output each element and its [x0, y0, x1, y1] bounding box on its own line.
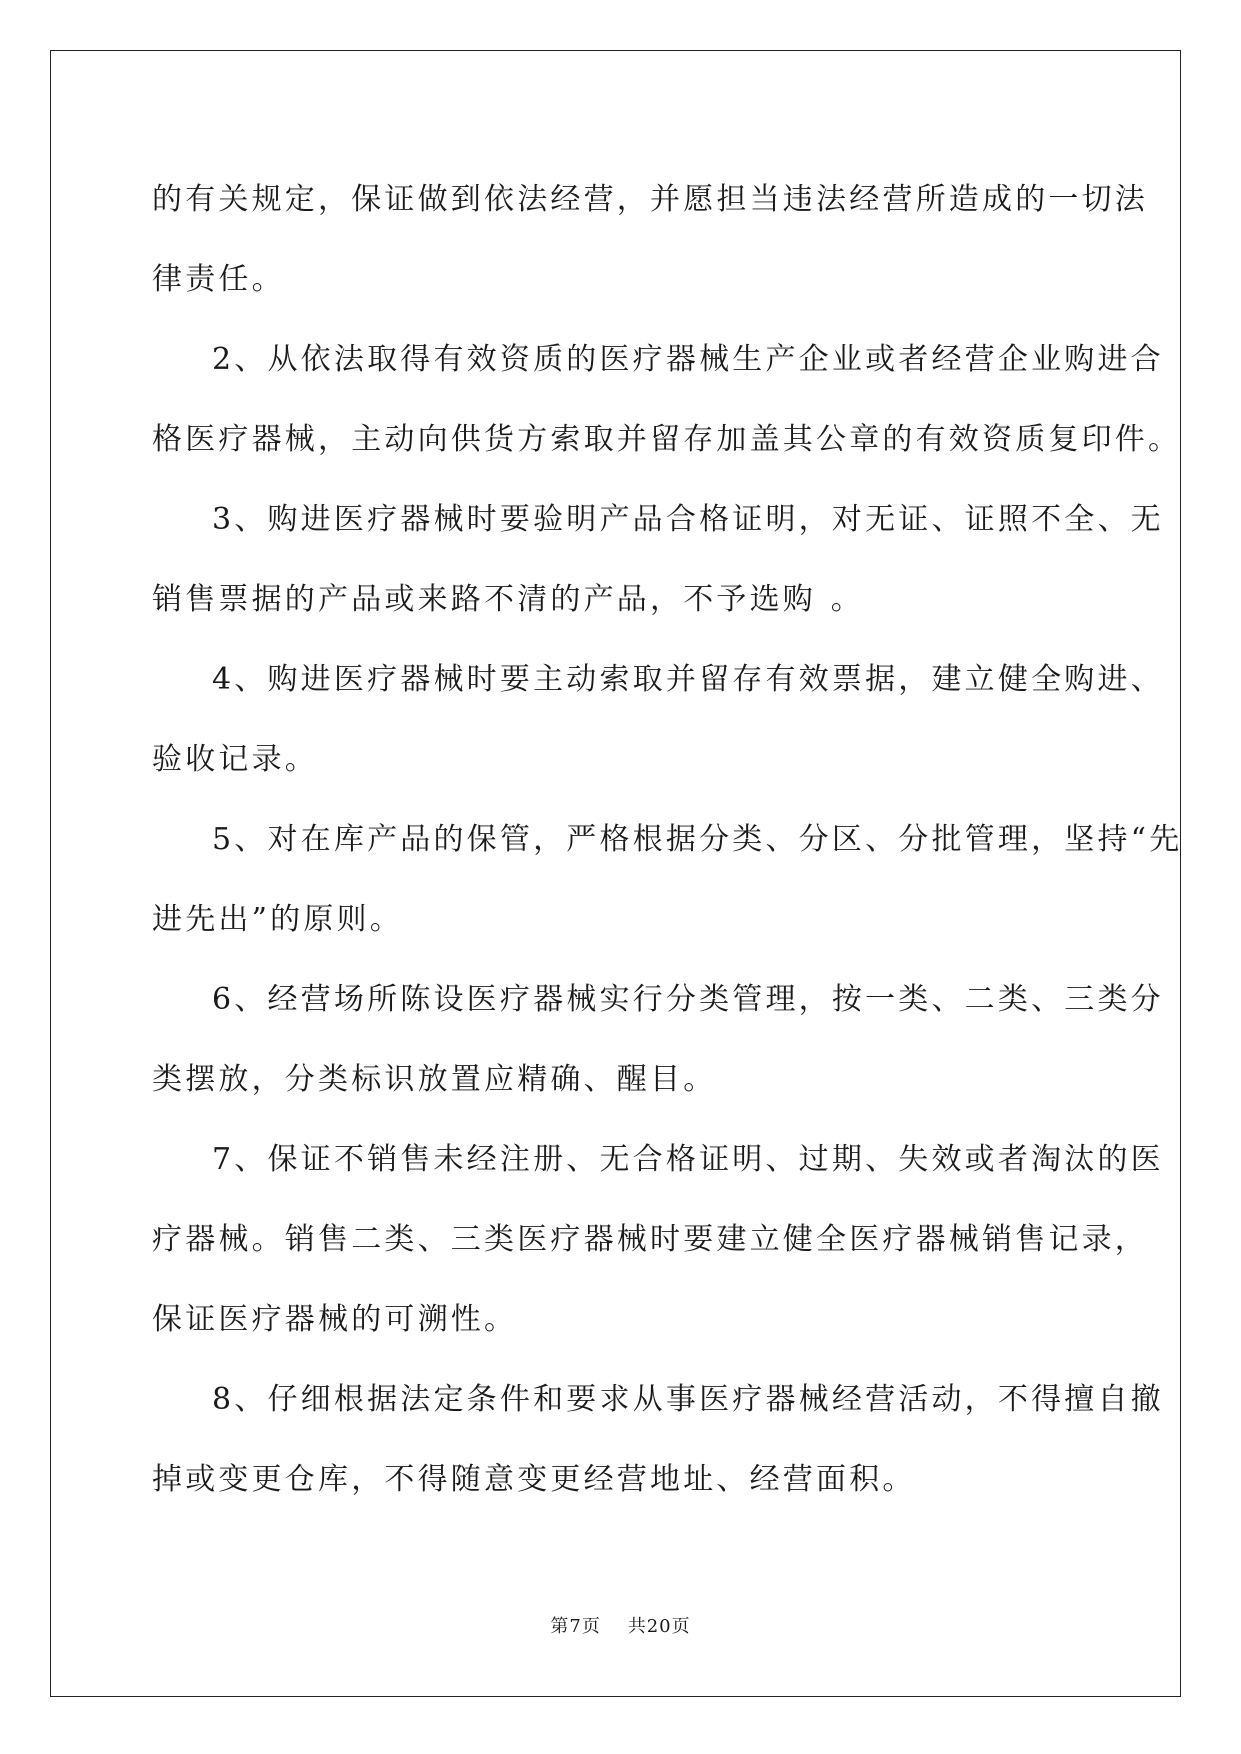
text-line: 7、保证不销售未经注册、无合格证明、过期、失效或者淘汰的医 — [212, 1142, 1164, 1177]
text-line: 8、仔细根据法定条件和要求从事医疗器械经营活动，不得擅自撤 — [212, 1382, 1164, 1417]
page-number: 第7页 — [550, 1616, 601, 1637]
text-line: 2、从依法取得有效资质的医疗器械生产企业或者经营企业购进合 — [212, 342, 1164, 377]
text-line: 进先出”的原则。 — [152, 902, 403, 937]
text-line: 6、经营场所陈设医疗器械实行分类管理，按一类、二类、三类分 — [212, 982, 1164, 1017]
text-line: 疗器械。销售二类、三类医疗器械时要建立健全医疗器械销售记录， — [152, 1222, 1148, 1257]
text-line: 保证医疗器械的可溯性。 — [152, 1302, 518, 1337]
text-line: 类摆放，分类标识放置应精确、醒目。 — [152, 1062, 717, 1097]
document-body — [152, 160, 1183, 1520]
page-total: 共20页 — [627, 1616, 691, 1637]
text-line: 验收记录。 — [152, 742, 318, 777]
page-footer — [0, 1612, 1241, 1638]
text-line: 掉或变更仓库，不得随意变更经营地址、经营面积。 — [152, 1462, 916, 1497]
text-line: 5、对在库产品的保管，严格根据分类、分区、分批管理，坚持“先 — [212, 822, 1183, 857]
text-line: 的有关规定，保证做到依法经营，并愿担当违法经营所造成的一切法 — [152, 182, 1148, 217]
text-line: 律责任。 — [152, 262, 285, 297]
text-line: 格医疗器械，主动向供货方索取并留存加盖其公章的有效资质复印件。 — [152, 422, 1182, 457]
text-line: 销售票据的产品或来路不清的产品，不予选购 。 — [152, 582, 864, 617]
text-line: 3、购进医疗器械时要验明产品合格证明，对无证、证照不全、无 — [212, 502, 1164, 537]
text-line: 4、购进医疗器械时要主动索取并留存有效票据，建立健全购进、 — [212, 662, 1164, 697]
footer-spacer — [601, 1616, 628, 1637]
